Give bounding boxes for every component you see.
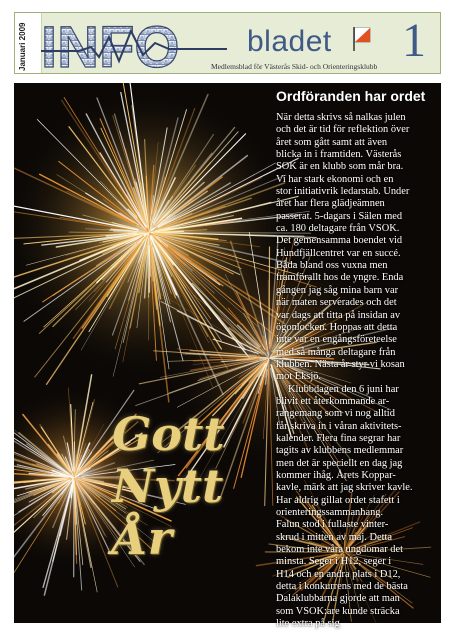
article-body	[276, 112, 428, 630]
article-line: ca. 180 deltagare från VSOK.	[276, 223, 400, 235]
article-line: orienteringssammanhang.	[276, 507, 384, 518]
article-line: blicka in i framtiden. Västerås	[276, 149, 402, 161]
article-line: detta i konkurrens med de bästa	[276, 581, 408, 593]
info-logo	[39, 17, 227, 73]
article-line: klubben. Nästa år styr vi kosan	[276, 358, 405, 370]
masthead-subtitle: Medlemsblad för Västerås Skid- och Orienteringsklubb	[211, 62, 378, 71]
article-title: Ordföranden har ordet	[276, 88, 426, 104]
article-line: tagits av klubbens medlemmar	[276, 445, 404, 457]
article-line: stor initiativrik ledarstab. Under	[276, 186, 410, 198]
issue-number: 1	[402, 14, 426, 67]
issue-date: Januari 2009	[18, 22, 27, 71]
info-logo-text: INFO	[41, 17, 180, 73]
article-line: Dalaklubbarna gjorde att man	[276, 593, 400, 605]
article-line: när maten serverades och det	[276, 297, 397, 309]
article-line: inte var en engångsföreteelse	[276, 334, 397, 346]
orienteering-flag-icon	[351, 25, 373, 51]
article-line: skrud i mitten av maj. Detta	[276, 531, 393, 543]
article-line: minsta. Seger i H12, seger i	[276, 556, 392, 568]
article-line: bekom inte våra ungdomar det	[276, 544, 403, 556]
article-line: När detta skrivs så nalkas julen	[276, 112, 406, 123]
article-line: passerat. 5-dagars i Sälen med	[276, 210, 403, 222]
article-line: var dags att titta på insidan av	[276, 309, 401, 321]
article-line: ögonlocken. Hoppas att detta	[276, 321, 398, 333]
greeting-line: Gott	[112, 407, 225, 461]
article-line: Hundfjällcentret var en succé.	[276, 247, 401, 259]
article-line: som VSOK:are kunde sträcka	[276, 605, 400, 617]
article-line: året som gått samt att även	[276, 136, 388, 148]
bladet-logo: bladet	[247, 25, 332, 58]
article-line: med så många deltagare från	[276, 346, 396, 358]
greeting-line: Nytt	[112, 459, 224, 513]
article-line: kalender. Flera fina segrar har	[276, 432, 401, 444]
article-line: och det är tid för reflektion över	[276, 124, 410, 136]
article-line: får skriva in i våran aktivitets-	[276, 420, 402, 432]
article-line: Klubbdagen den 6 juni har	[288, 383, 399, 395]
article-line: H14 och en andra plats i D12,	[276, 568, 401, 580]
article-line: kommer ihåg. Årets Koppar-	[276, 469, 396, 481]
article-line: Det gemensamma boendet vid	[276, 235, 403, 247]
masthead	[14, 12, 441, 74]
article-line: men det är speciellt en dag jag	[276, 457, 403, 469]
article-line: SOK är en klubb som mår bra.	[276, 161, 404, 173]
article-line: framförallt hos de yngre. Enda	[276, 272, 404, 284]
greeting-line: År	[112, 511, 172, 565]
article-line: Falun stod i fullaste vinter-	[276, 519, 389, 531]
article-line: Har aldrig gillat ordet stafett i	[276, 494, 400, 506]
article-line: blivit ett återkommande ar-	[276, 395, 390, 407]
article-line: året har flera glädjeämnen	[276, 198, 385, 210]
article-line: gången jag såg mina barn var	[276, 284, 399, 296]
article-line: mot Eksjö.	[276, 371, 322, 383]
article-line: Båda bland oss vuxna men	[276, 260, 388, 272]
article-line: kavle, märk att jag skriver kavle.	[276, 482, 413, 494]
article-line: rangemang som vi nog alltid	[276, 408, 395, 420]
article-line: Vi har stark ekonomi och en	[276, 173, 394, 185]
new-year-greeting	[112, 408, 232, 564]
article-line: lite extra på sig	[276, 618, 340, 630]
